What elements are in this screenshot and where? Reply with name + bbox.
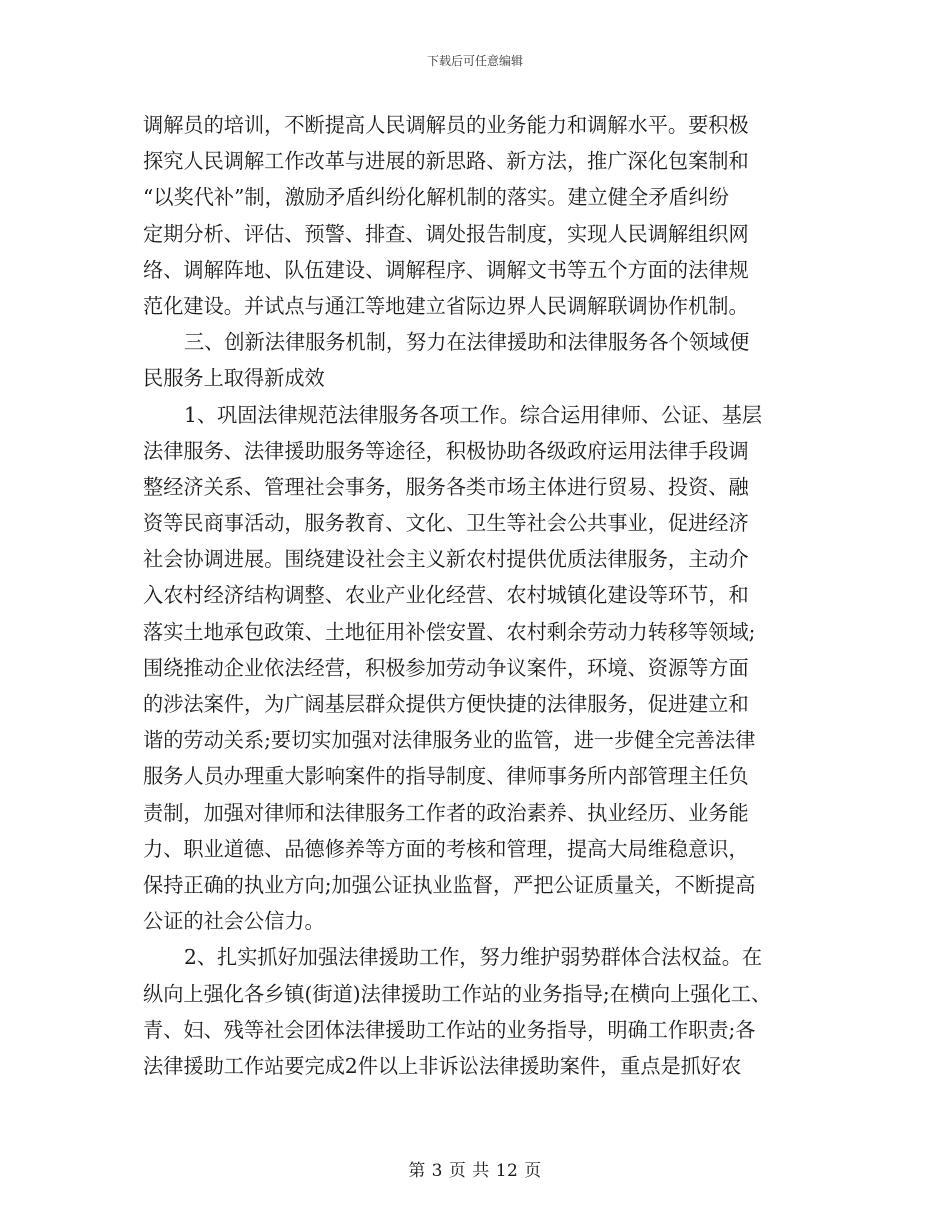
text-line: 落实土地承包政策、土地征用补偿安置、农村剩余劳动力转移等领域; xyxy=(143,619,756,644)
text-line: 整经济关系、管理社会事务，服务各类市场主体进行贸易、投资、融 xyxy=(143,474,749,499)
section-heading: 三、创新法律服务机制，努力在法律援助和法律服务各个领域便 xyxy=(184,330,750,355)
body-text xyxy=(143,107,815,1084)
text-line: 络、调解阵地、队伍建设、调解程序、调解文书等五个方面的法律规 xyxy=(143,257,749,282)
text-line: 的涉法案件，为广阔基层群众提供方便快捷的法律服务，促进建立和 xyxy=(143,692,749,716)
text-line: 定期分析、评估、预警、排查、调处报告制度，实现人民调解组织网 xyxy=(143,221,749,246)
text-line: 谐的劳动关系;要切实加强对法律服务业的监管，进一步健全完善法律 xyxy=(143,728,756,753)
text-line: 1、巩固法律规范法律服务各项工作。综合运用律师、公证、基层 xyxy=(184,402,763,427)
text-line: 公证的社会公信力。 xyxy=(143,909,325,934)
text-line: 服务人员办理重大影响案件的指导制度、律师事务所内部管理主任负 xyxy=(143,764,749,789)
text-line: 青、妇、残等社会团体法律援助工作站的业务指导，明确工作职责;各 xyxy=(143,1017,756,1042)
page-footer: 第 3 页 共 12 页 xyxy=(408,1161,542,1181)
text-line: 法律援助工作站要完成2件以上非诉讼法律援助案件，重点是抓好农 xyxy=(143,1053,742,1078)
text-line: 调解员的培训，不断提高人民调解员的业务能力和调解水平。要积极 xyxy=(143,113,749,137)
text-line: 入农村经济结构调整、农业产业化经营、农村城镇化建设等环节，和 xyxy=(143,583,749,608)
page-header: 下载后可任意编辑 xyxy=(426,54,523,68)
text-line: 围绕推动企业依法经营，积极参加劳动争议案件，环境、资源等方面 xyxy=(143,655,749,680)
text-line: 范化建设。并试点与通江等地建立省际边界人民调解联调协作机制。 xyxy=(143,293,749,318)
text-line: 法律服务、法律援助服务等途径，积极协助各级政府运用法律手段调 xyxy=(143,438,749,463)
text-line: 资等民商事活动，服务教育、文化、卫生等社会公共事业，促进经济 xyxy=(143,511,749,536)
text-line: 社会协调进展。围绕建设社会主义新农村提供优质法律服务，主动介 xyxy=(143,547,749,572)
section-heading: 民服务上取得新成效 xyxy=(143,366,325,391)
text-line: 责制，加强对律师和法律服务工作者的政治素养、执业经历、业务能 xyxy=(143,800,749,825)
text-line: 纵向上强化各乡镇(街道)法律援助工作站的业务指导;在横向上强化工、 xyxy=(143,981,772,1006)
text-line: 力、职业道德、品德修养等方面的考核和管理，提高大局维稳意识， xyxy=(143,836,749,861)
text-line: 保持正确的执业方向;加强公证执业监督，严把公证质量关，不断提高 xyxy=(143,872,756,897)
text-line: 2、扎实抓好加强法律援助工作，努力维护弱势群体合法权益。在 xyxy=(184,945,763,970)
text-line: “以奖代补”制，激励矛盾纠纷化解机制的落实。建立健全矛盾纠纷 xyxy=(143,185,729,210)
text-line: 探究人民调解工作改革与进展的新思路、新方法，推广深化包案制和 xyxy=(143,149,749,174)
